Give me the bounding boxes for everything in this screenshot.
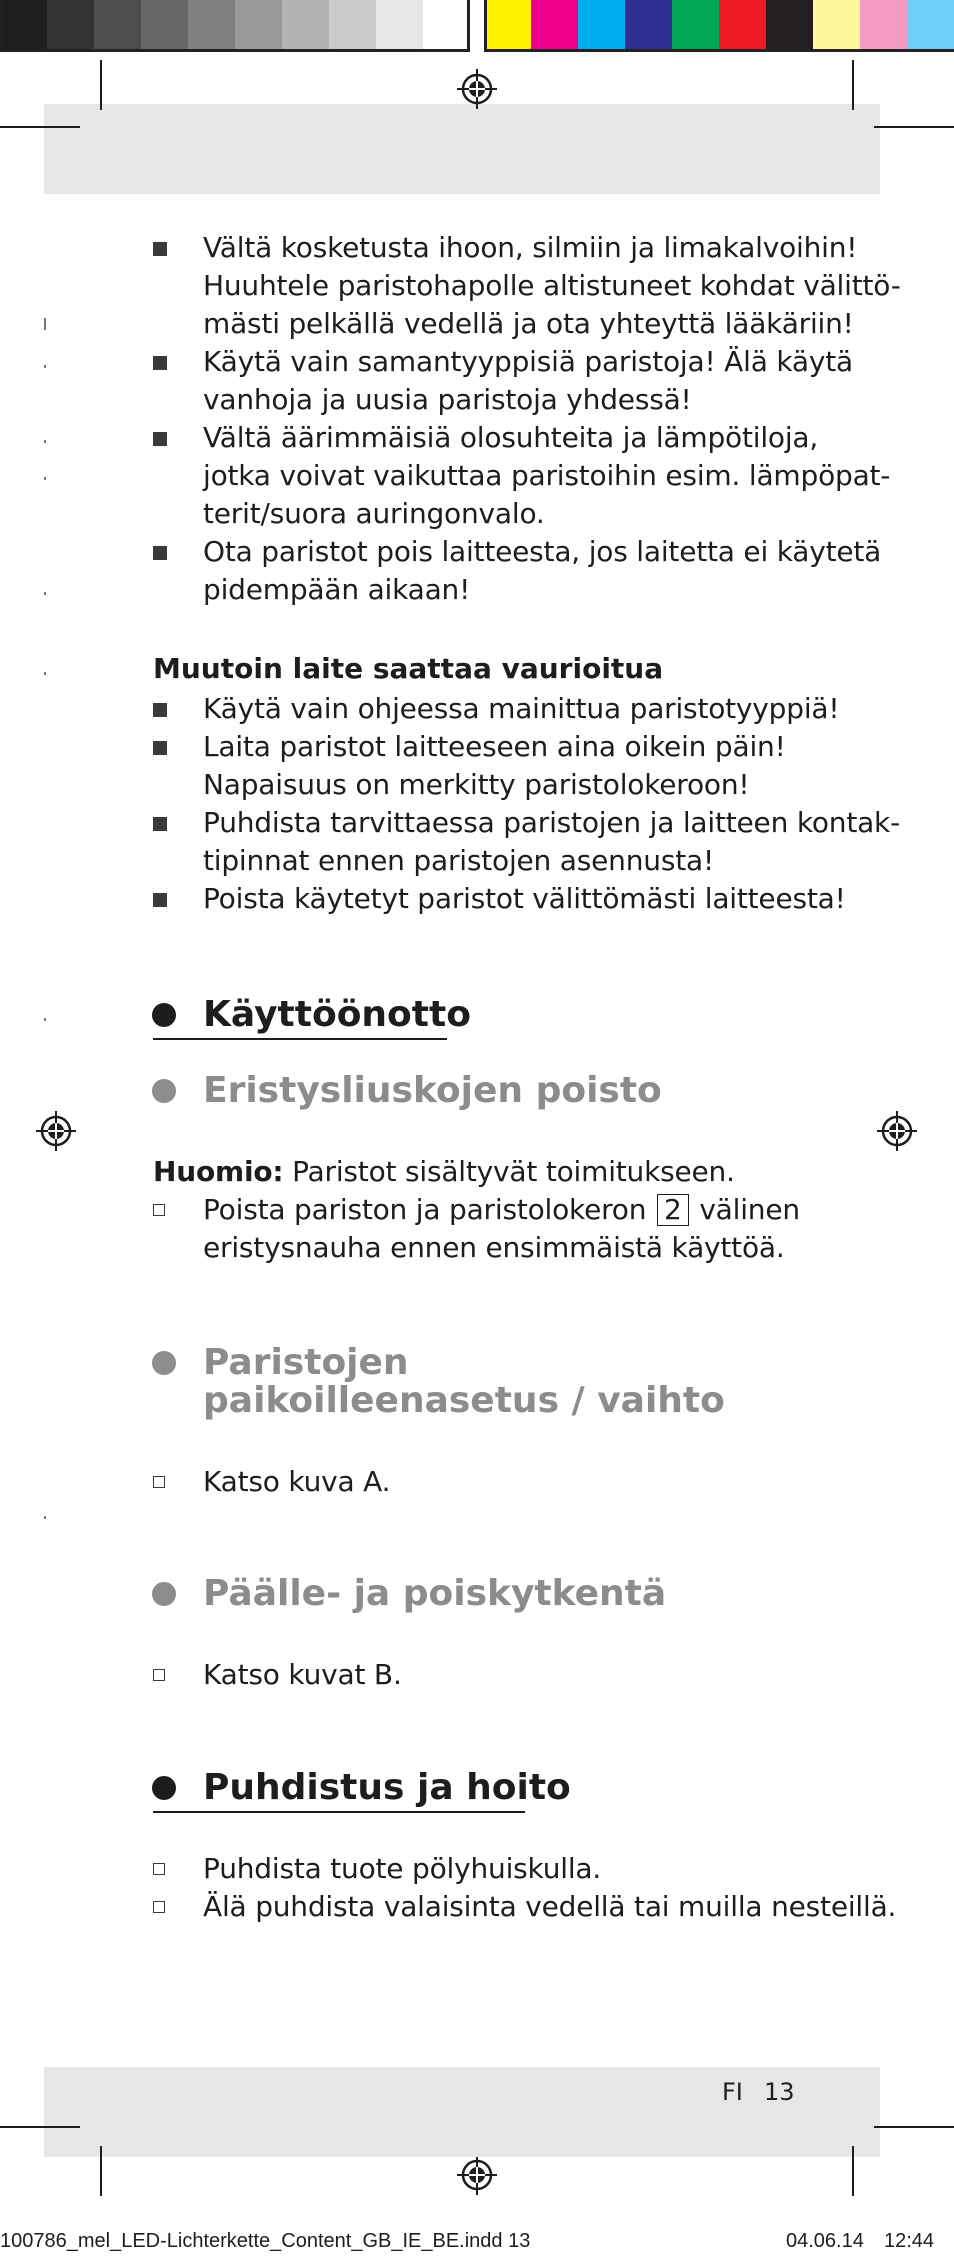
process-color-swatch — [860, 0, 907, 52]
registration-mark-icon — [457, 2155, 497, 2195]
heading-underline — [153, 1811, 525, 1813]
margin-mark — [44, 1516, 46, 1519]
process-color-swatch — [719, 0, 766, 52]
process-color-swatch — [484, 0, 531, 52]
step-line: Katso kuvat B. — [203, 1658, 402, 1691]
step-line: eristysnauha ennen ensimmäistä käyttöä. — [203, 1231, 785, 1264]
margin-mark — [44, 1018, 46, 1021]
warning-line: terit/suora auringonvalo. — [203, 497, 545, 530]
gray-swatch — [94, 0, 141, 52]
footer-band — [44, 2067, 880, 2157]
color-calibration-bar — [0, 0, 954, 52]
process-color-swatch — [766, 0, 813, 52]
step-line: Katso kuva A. — [203, 1465, 391, 1498]
gray-swatch — [188, 0, 235, 52]
note-text: Paristot sisältyvät toimitukseen. — [283, 1155, 735, 1188]
language-code: FI — [722, 2078, 743, 2106]
heading-underline — [153, 1038, 447, 1040]
warning-line: vanhoja ja uusia paristoja yhdessä! — [203, 383, 692, 416]
heading-eristys: Eristysliuskojen poisto — [203, 1070, 662, 1111]
bullet-square-icon — [153, 242, 167, 256]
step-line — [203, 1191, 800, 1229]
process-color-swatch — [672, 0, 719, 52]
heading-bullet-icon — [152, 1003, 176, 1027]
warning-line: Käytä vain samantyyppisiä paristoja! Älä käytä — [203, 345, 853, 378]
note-label: Huomio: — [153, 1155, 284, 1188]
crop-mark — [874, 126, 954, 128]
warning-line: mästi pelkällä vedellä ja ota yhteyttä lääkäriin! — [203, 307, 854, 340]
gray-swatch — [235, 0, 282, 52]
warning-line: Käytä vain ohjeessa mainittua paristotyyppiä! — [203, 692, 840, 725]
warning-line: tipinnat ennen paristojen asennusta! — [203, 844, 714, 877]
process-color-swatch — [813, 0, 860, 52]
gray-swatch — [47, 0, 94, 52]
crop-mark — [874, 2126, 954, 2128]
slug-filename: 100786_mel_LED-Lichterkette_Content_GB_IE_BE.indd 13 — [0, 2230, 531, 2252]
crop-mark — [100, 60, 102, 110]
bullet-square-icon — [153, 741, 167, 755]
page-number: 13 — [764, 2078, 795, 2106]
warning-line: Huuhtele paristohapolle altistuneet kohdat välittö- — [203, 269, 901, 302]
note-line — [153, 1153, 735, 1191]
bullet-square-icon — [153, 356, 167, 370]
warning-line: Vältä kosketusta ihoon, silmiin ja limakalvoihin! — [203, 231, 858, 264]
process-color-swatch — [907, 0, 954, 52]
checkbox-bullet-icon — [153, 1863, 165, 1875]
heading-paristojen: Paristojen — [203, 1342, 409, 1383]
slug-date: 04.06.14 — [786, 2230, 864, 2252]
warning-line: Puhdista tarvittaessa paristojen ja laitteen kontak- — [203, 806, 900, 839]
margin-mark — [44, 672, 46, 675]
registration-mark-icon — [36, 1111, 76, 1151]
crop-mark — [852, 2146, 854, 2196]
margin-mark — [44, 365, 46, 368]
margin-mark — [44, 318, 46, 330]
crop-mark — [0, 2126, 80, 2128]
heading-kayttoonotto: Käyttöönotto — [203, 994, 471, 1035]
bullet-square-icon — [153, 893, 167, 907]
gray-swatch — [0, 0, 47, 52]
process-color-swatch — [531, 0, 578, 52]
warning-line: Ota paristot pois laitteesta, jos laitetta ei käytetä — [203, 535, 882, 568]
crop-mark — [100, 2146, 102, 2196]
margin-mark — [44, 440, 46, 443]
margin-mark — [44, 477, 46, 480]
header-band — [44, 104, 880, 194]
heading-bullet-icon — [152, 1582, 176, 1606]
step-text: välinen — [699, 1193, 800, 1226]
bullet-square-icon — [153, 817, 167, 831]
heading-paristojen-cont: paikoilleenasetus / vaihto — [203, 1380, 725, 1421]
checkbox-bullet-icon — [153, 1204, 165, 1216]
crop-mark — [0, 126, 80, 128]
gray-swatch — [376, 0, 423, 52]
step-line: Älä puhdista valaisinta vedellä tai muilla nesteillä. — [203, 1890, 897, 1923]
margin-mark — [44, 592, 46, 595]
heading-bullet-icon — [152, 1776, 176, 1800]
warning-line: Laita paristot laitteeseen aina oikein päin! — [203, 730, 786, 763]
bullet-square-icon — [153, 432, 167, 446]
gray-swatch — [141, 0, 188, 52]
slug-time: 12:44 — [884, 2230, 935, 2252]
section-subheading: Muutoin laite saattaa vaurioitua — [153, 652, 664, 685]
warning-line: pidempään aikaan! — [203, 573, 471, 606]
process-color-swatch — [578, 0, 625, 52]
part-reference-badge: 2 — [657, 1194, 689, 1226]
bullet-square-icon — [153, 546, 167, 560]
bullet-square-icon — [153, 703, 167, 717]
step-text: Poista pariston ja paristolokeron — [203, 1193, 647, 1226]
heading-puhdistus: Puhdistus ja hoito — [203, 1767, 571, 1808]
step-line: Puhdista tuote pölyhuiskulla. — [203, 1852, 602, 1885]
gray-swatch — [282, 0, 329, 52]
registration-mark-icon — [877, 1111, 917, 1151]
heading-bullet-icon — [152, 1079, 176, 1103]
process-color-swatch — [625, 0, 672, 52]
checkbox-bullet-icon — [153, 1901, 165, 1913]
warning-line: jotka voivat vaikuttaa paristoihin esim. lämpöpat- — [203, 459, 891, 492]
checkbox-bullet-icon — [153, 1476, 165, 1488]
gray-swatch — [329, 0, 376, 52]
heading-paalle: Päälle- ja poiskytkentä — [203, 1573, 667, 1614]
warning-line: Napaisuus on merkitty paristolokeroon! — [203, 768, 750, 801]
warning-line: Poista käytetyt paristot välittömästi laitteesta! — [203, 882, 846, 915]
checkbox-bullet-icon — [153, 1669, 165, 1681]
warning-line: Vältä äärimmäisiä olosuhteita ja lämpötiloja, — [203, 421, 819, 454]
crop-mark — [852, 60, 854, 110]
registration-mark-icon — [457, 69, 497, 109]
heading-bullet-icon — [152, 1351, 176, 1375]
gray-swatch — [423, 0, 470, 52]
